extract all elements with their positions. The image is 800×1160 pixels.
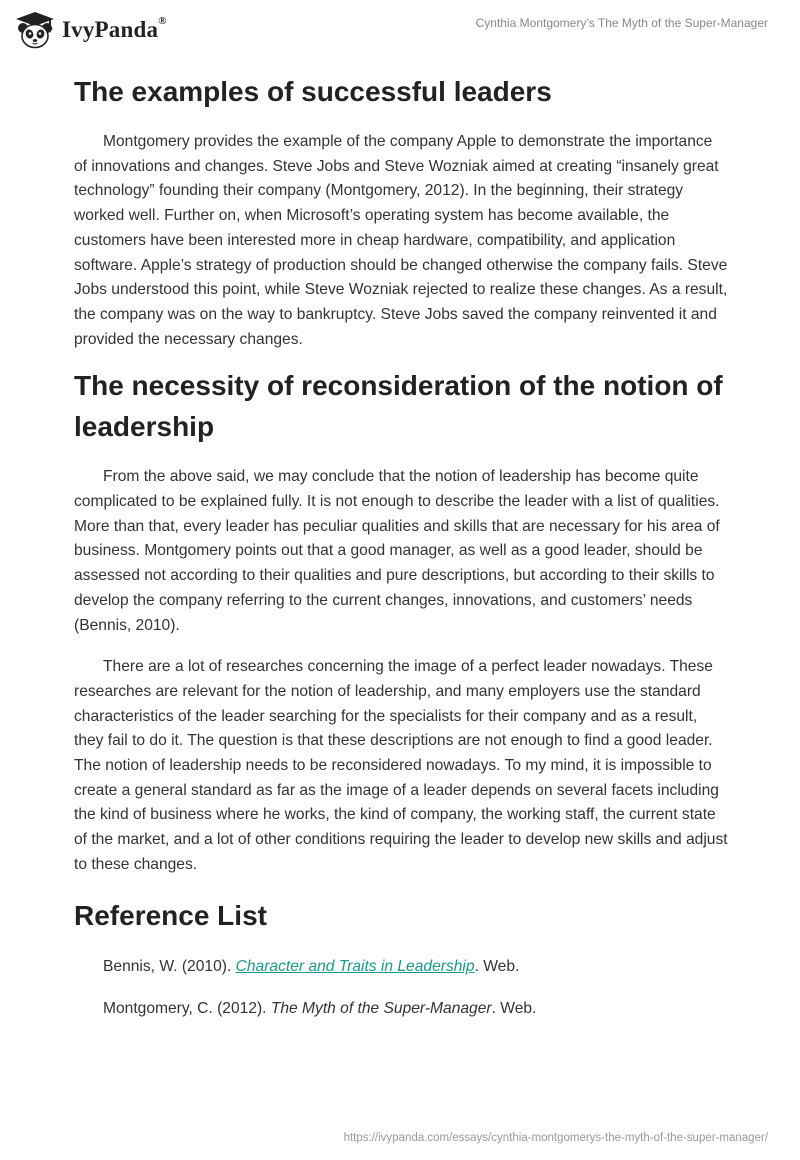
page-header [0,0,800,64]
reference-title: The Myth of the Super-Manager [270,999,492,1017]
reference-author: Montgomery, C. (2012). [103,999,271,1017]
reference-author: Bennis, W. (2010). [103,957,236,975]
section-heading: The examples of successful leaders [74,76,552,107]
paragraph: There are a lot of researches concerning the image of a perfect leader nowadays. These researches are relevant for the notion of leadership, and many employers use the standard characteristics of the leader searching for the specialists for their company and as a result, they fail to do it. The question is that these descriptions are not enough to find a good leader. The notion of leadership needs to be reconsidered nowadays. To my mind, it is impossible to create a general standard as far as the image of a leader depends on several facets including the kind of business where he works, the kind of company, the working staff, the current state of the market, and a lot of other conditions requiring the leader to develop new skills and adjust to these changes. [74,658,728,873]
paragraph: From the above said, we may conclude that the notion of leadership has become quite complicated to be explained fully. It is not enough to describe the leader with a list of qualities. More than that, every leader has peculiar qualities and skills that are necessary for his area of business. Montgomery points out that a good manager, as well as a good leader, should be assessed not according to their qualities and pure descriptions, but according to their skills to develop the company referring to the current changes, innovations, and customers’ needs (Bennis, 2010). [74,468,720,634]
reference-item [74,956,728,978]
paragraph: Montgomery provides the example of the company Apple to demonstrate the importance of innovations and changes. Steve Jobs and Steve Wozniak aimed at creating “insanely great technology” founding their company (Montgomery, 2012). In the beginning, their strategy worked well. Further on, when Microsoft’s operating system has become available, the customers have been interested more in cheap hardware, compatibility, and application software. Apple’s strategy of production should be changed otherwise the company fails. Steve Jobs understood this point, while Steve Wozniak rejected to realize these changes. As a result, the company was on the way to bankruptcy. Steve Jobs saved the company reinvented it and provided the necessary changes. [74,133,728,348]
essay-body [74,70,728,1040]
reference-link[interactable]: Character and Traits in Leadership [235,957,475,975]
brand-name: IvyPanda® [62,15,167,42]
reference-suffix: . Web. [474,957,520,975]
document-title: Cynthia Montgomery’s The Myth of the Super-Manager [475,16,768,30]
brand-logo[interactable] [14,11,167,49]
reference-list-heading: Reference List [74,899,267,931]
reference-suffix: . Web. [491,999,537,1017]
reference-item [74,998,728,1020]
section-heading: The necessity of reconsideration of the notion of leadership [74,370,723,443]
source-url[interactable]: https://ivypanda.com/essays/cynthia-montgomerys-the-myth-of-the-super-manager/ [343,1132,768,1144]
panda-graduate-icon [14,11,56,49]
